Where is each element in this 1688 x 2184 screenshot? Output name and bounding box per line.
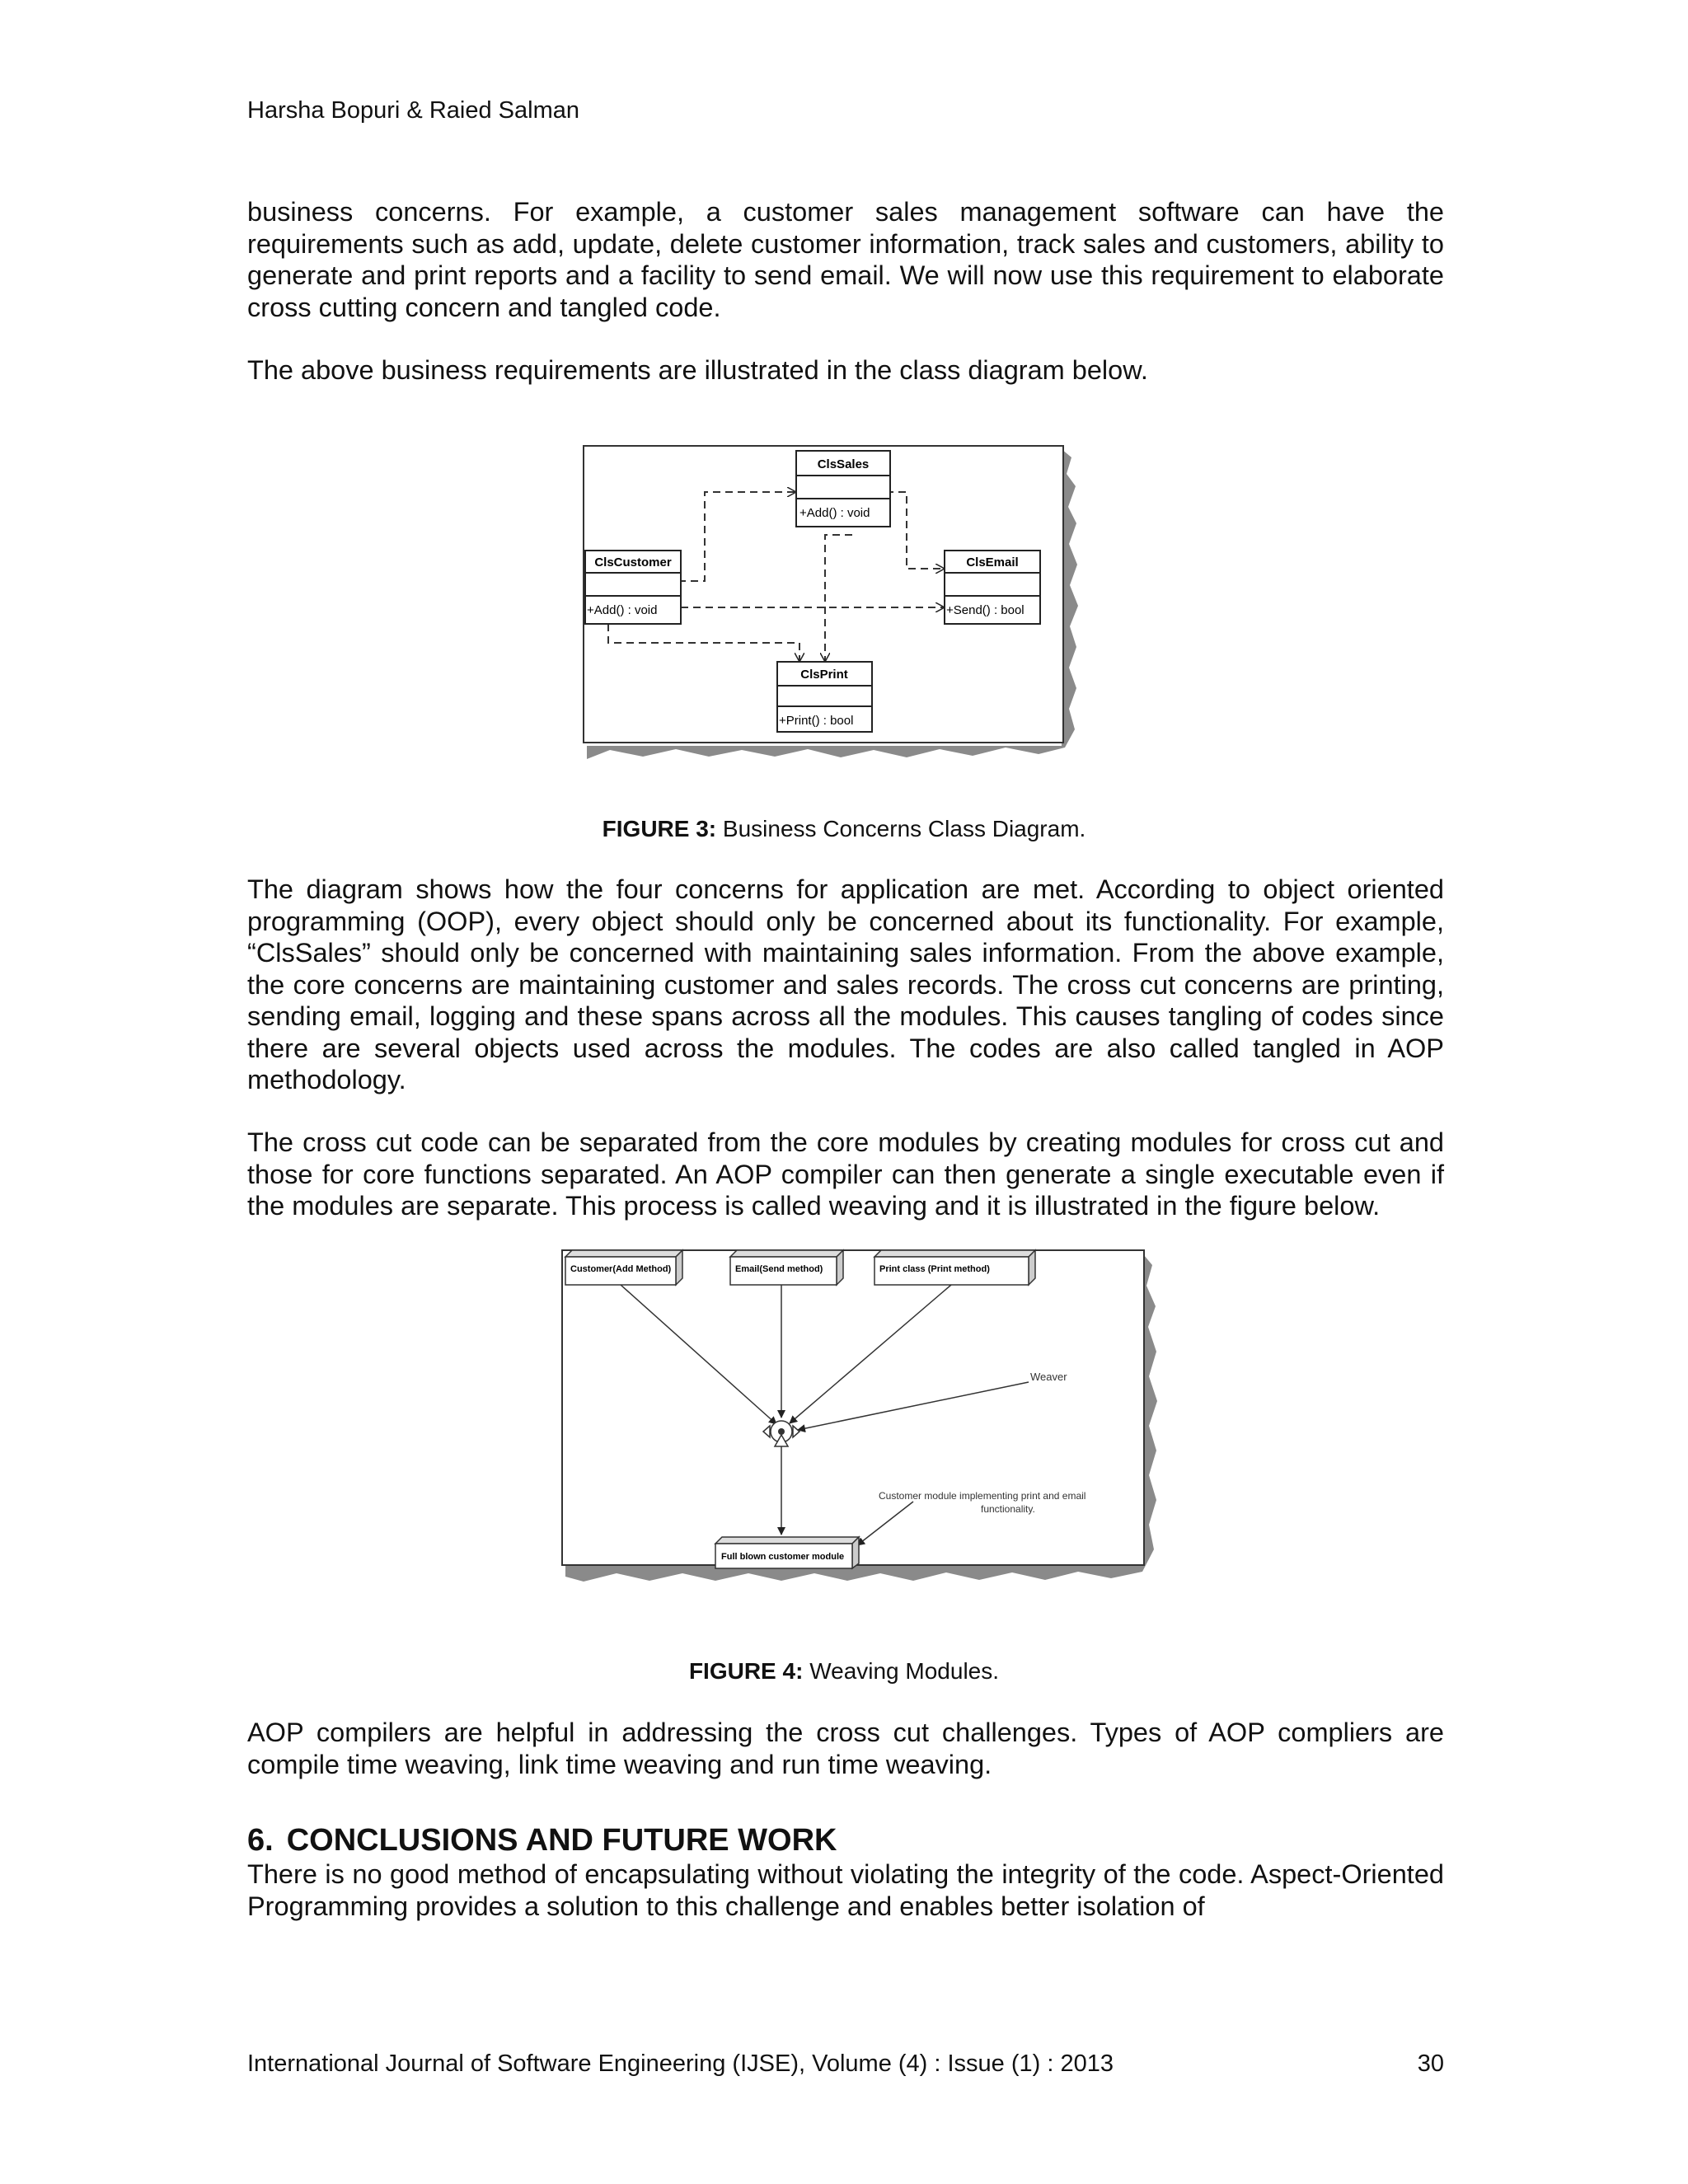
caption-text: Weaving Modules. <box>803 1658 1000 1684</box>
class-name: ClsCustomer <box>594 555 672 569</box>
node-customer <box>565 1250 682 1285</box>
weaver-label: Weaver <box>1030 1371 1067 1383</box>
paragraph-class-diagram-intro: The above business requirements are illustrated in the class diagram below. <box>247 355 1148 385</box>
class-method: +Send() : bool <box>946 603 1025 617</box>
node-label: Full blown customer module <box>721 1552 845 1562</box>
node-label: Customer(Add Method) <box>570 1264 672 1274</box>
class-method: +Print() : bool <box>779 714 854 728</box>
class-clscustomer <box>585 551 681 624</box>
note-line-2: functionality. <box>981 1503 1035 1515</box>
node-print <box>874 1250 1035 1285</box>
figure-4-caption <box>0 1658 1688 1685</box>
node-label: Print class (Print method) <box>879 1264 990 1274</box>
caption-label: FIGURE 3: <box>602 816 717 841</box>
note-line-1: Customer module implementing print and email <box>879 1490 1086 1502</box>
paragraph-business-concerns: business concerns. For example, a customer sales management software can have the requirements such as add, update, delete customer information, track sales and customers, ability to generate and print reports and a facility to send email. We will now use this requirement to elaborate cross cutting concern and tangled code. <box>247 197 1444 322</box>
node-result <box>715 1537 859 1568</box>
figure-3-caption <box>0 816 1688 842</box>
section-title: CONCLUSIONS AND FUTURE WORK <box>286 1823 837 1858</box>
class-clsprint <box>777 662 872 732</box>
class-name: ClsSales <box>817 457 870 471</box>
node-email <box>730 1250 843 1285</box>
paragraph-conclusions: There is no good method of encapsulating without violating the integrity of the code. Aspect-Oriented Programming provides a solution to this challenge and enables better isolation of <box>247 1859 1444 1921</box>
class-name: ClsPrint <box>800 668 848 682</box>
section-number: 6. <box>247 1823 274 1858</box>
figure-4-weaving-diagram <box>559 1249 1169 1611</box>
figure-4-canvas <box>562 1250 1144 1565</box>
paragraph-diagram-explanation: The diagram shows how the four concerns for application are met. According to object oriented programming (OOP), every object should only be concerned about its functionality. For example, “ClsSales” should only be concerned with maintaining sales information. From the above example, the core concerns are maintaining customer and sales records. The cross cut concerns are printing, sending email, logging and these spans across all the modules. This causes tangling of codes since there are several objects used across the modules. The codes are also called tangled in AOP methodology. <box>247 874 1444 1094</box>
footer-page-number: 30 <box>1417 2050 1444 2077</box>
class-clssales <box>796 451 890 527</box>
caption-label: FIGURE 4: <box>688 1658 804 1684</box>
footer-journal: International Journal of Software Engineering (IJSE), Volume (4) : Issue (1) : 2013 <box>247 2050 1114 2077</box>
node-label: Email(Send method) <box>735 1264 823 1274</box>
caption-text: Business Concerns Class Diagram. <box>716 816 1086 841</box>
class-method: +Add() : void <box>587 603 658 617</box>
running-header: Harsha Bopuri & Raied Salman <box>247 97 579 124</box>
section-heading <box>247 1823 851 1858</box>
class-clsemail <box>945 551 1040 624</box>
class-method: +Add() : void <box>799 506 870 520</box>
figure-3-class-diagram <box>577 441 1088 775</box>
paragraph-aop-compilers: AOP compilers are helpful in addressing the cross cut challenges. Types of AOP compliers are compile time weaving, link time weaving and run time weaving. <box>247 1718 1444 1779</box>
paragraph-weaving-intro: The cross cut code can be separated from the core modules by creating modules for cross cut and those for core functions separated. An AOP compiler can then generate a single executable even if the modules are separate. This process is called weaving and it is illustrated in the figure below. <box>247 1127 1444 1221</box>
class-name: ClsEmail <box>966 555 1019 569</box>
